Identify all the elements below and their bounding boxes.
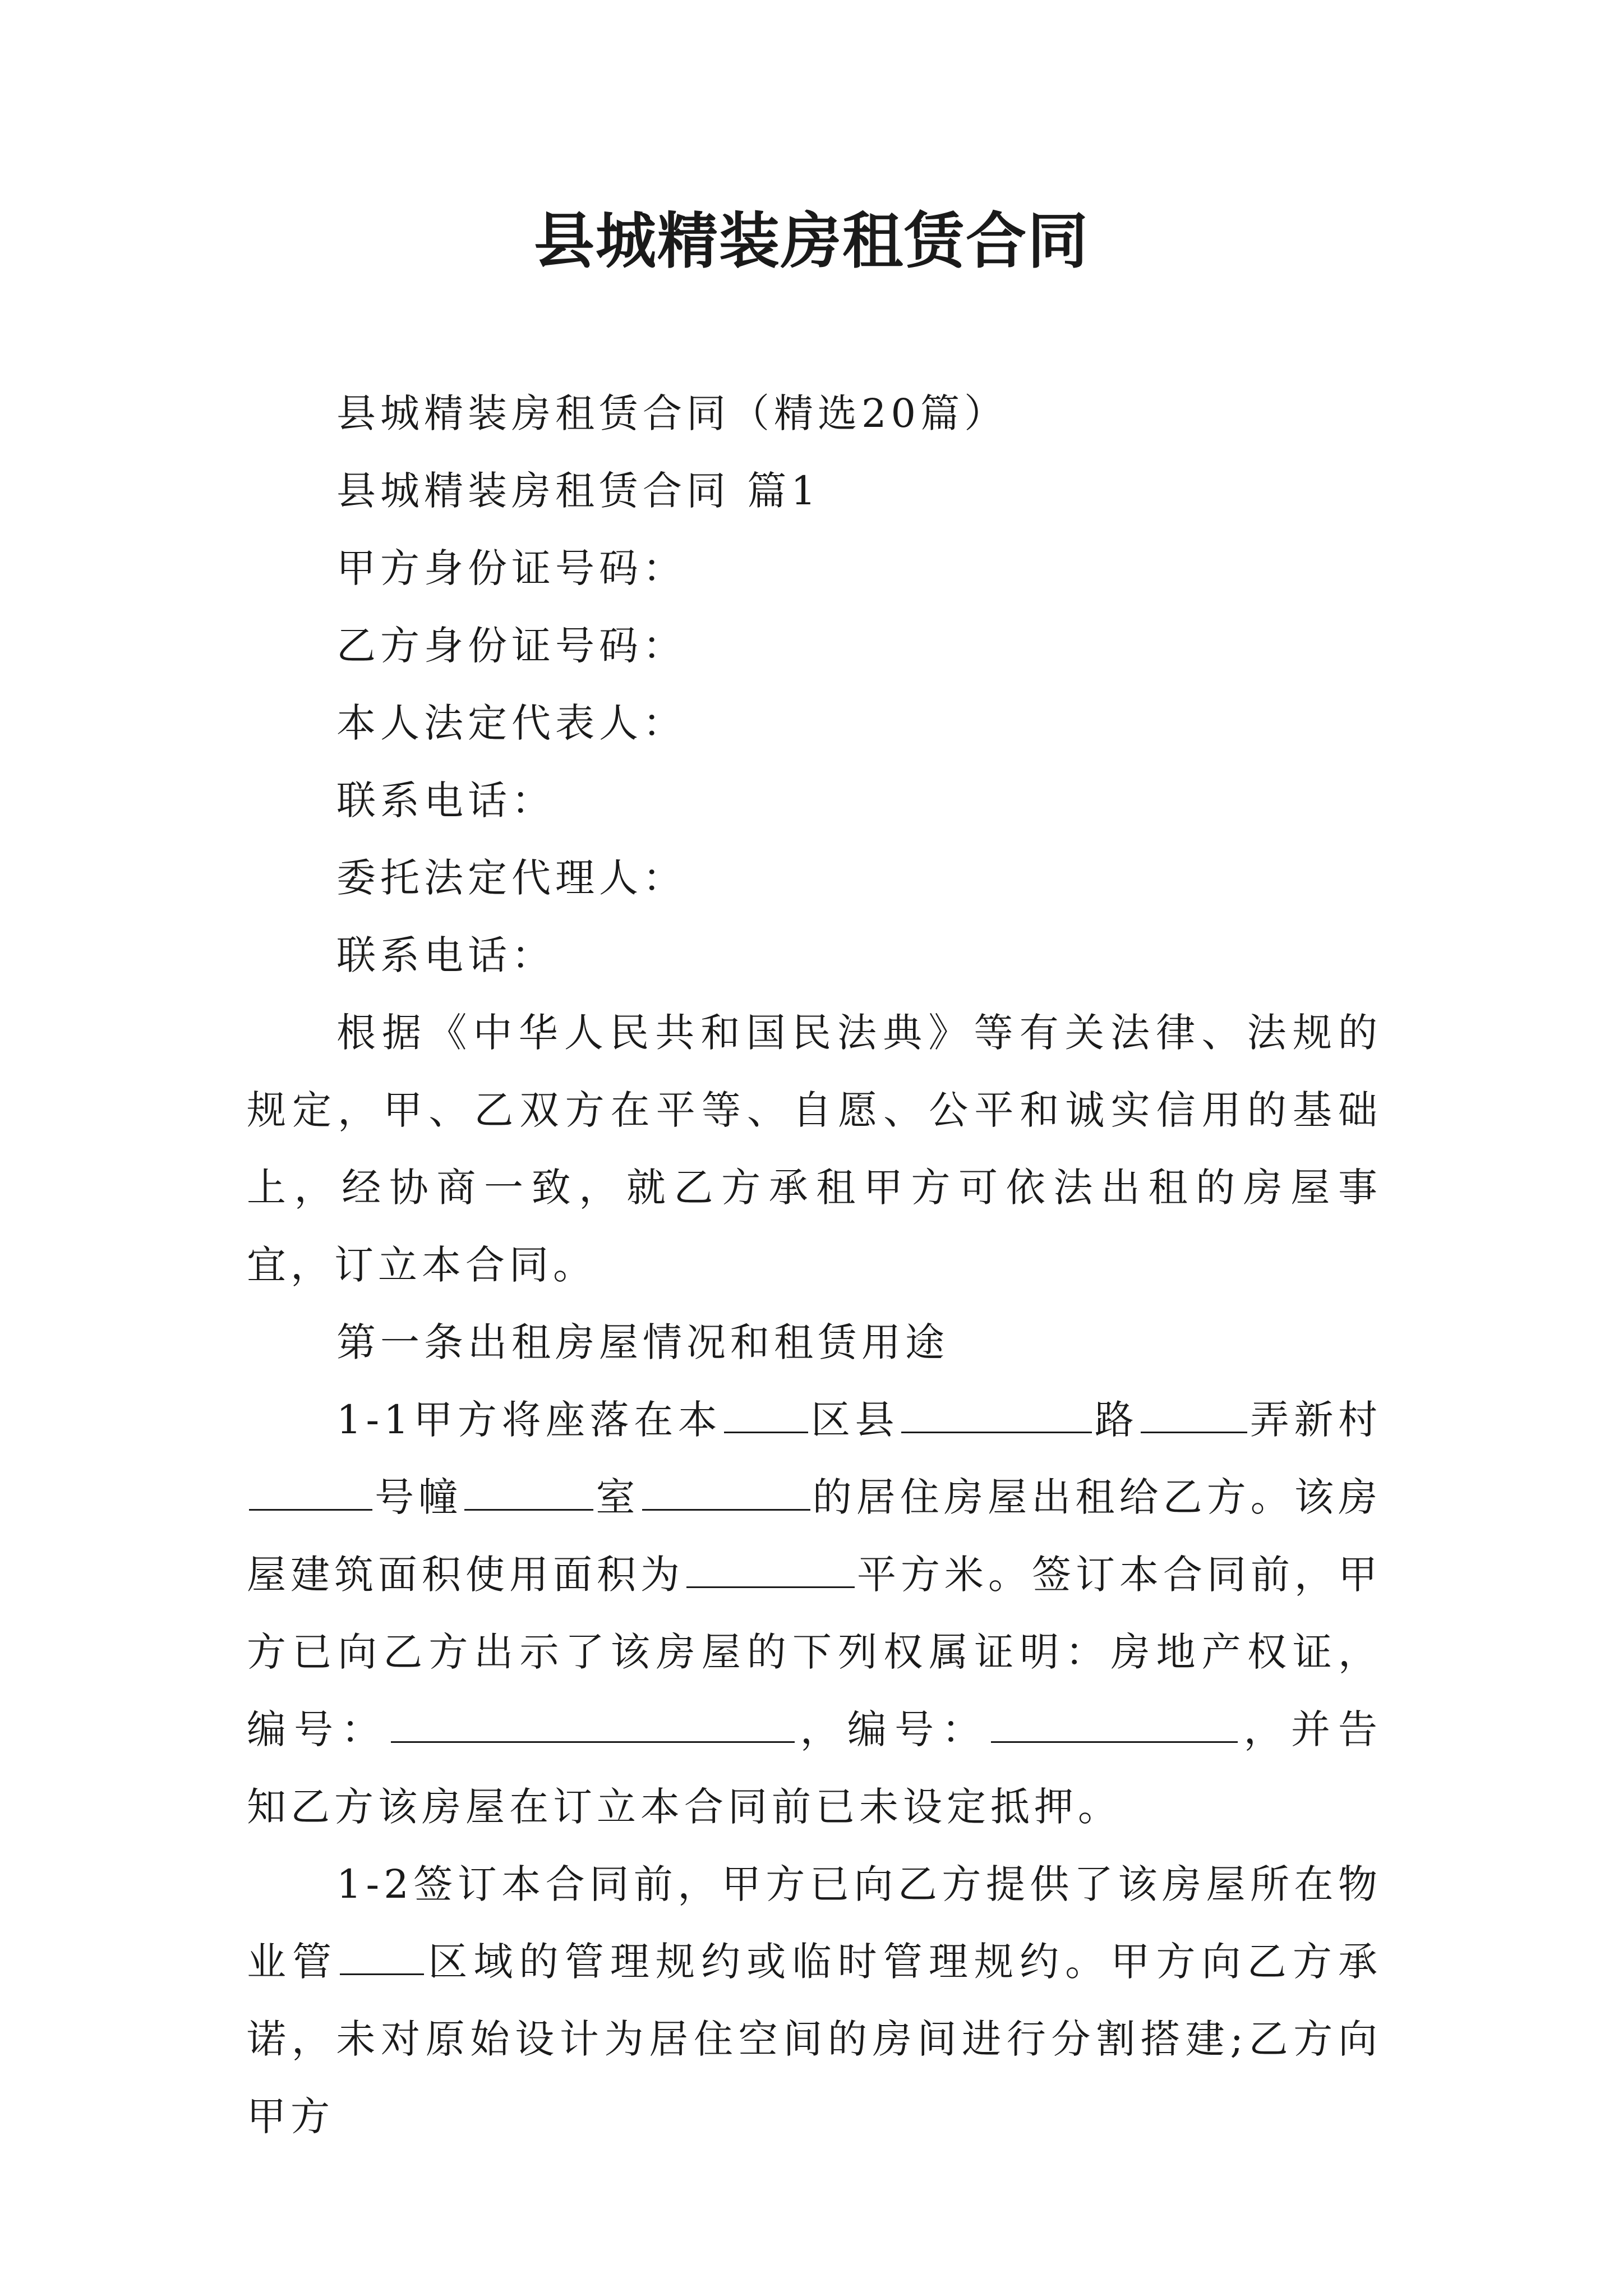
clause-text: 1-2签订本合同前，甲方已向乙方提供了该房屋所在物业管	[247, 1861, 1382, 1985]
clause-text: 区域的管理规约或临时管理规约。甲方向乙方承诺，未对原始设计为居住空间的房间进行分割搭建;乙方向甲方	[247, 1939, 1382, 2139]
clause-text: ，并告知乙方该房屋在订立本合同前已未设定抵押。	[247, 1706, 1382, 1830]
blank-line	[249, 1472, 372, 1511]
clause-text: 室	[596, 1474, 640, 1520]
blank-line	[1141, 1395, 1247, 1433]
field-party-b-id: 乙方身份证号码：	[336, 623, 686, 669]
blank-line	[991, 1704, 1238, 1743]
clause-text: 路	[1094, 1397, 1139, 1443]
section-heading: 县城精装房租赁合同 篇1	[336, 468, 820, 514]
field-phone: 联系电话：	[336, 777, 555, 823]
clause-text: 区县	[810, 1397, 900, 1443]
clause-text: 弄新村	[1249, 1397, 1382, 1443]
field-party-a-id: 甲方身份证号码：	[336, 545, 686, 591]
blank-line	[340, 1936, 424, 1975]
intro-paragraph: 根据《中华人民共和国民法典》等有关法律、法规的规定，甲、乙双方在平等、自愿、公平和诚实信用的基础上，经协商一致，就乙方承租甲方可依法出租的房屋事宜，订立本合同。	[247, 1010, 1382, 1288]
blank-line	[724, 1395, 808, 1433]
clause-text: 的居住房屋出租给乙方。该房屋建筑面积使用面积为	[247, 1474, 1382, 1598]
clause-text: 号幢	[375, 1474, 463, 1520]
field-legal-representative: 本人法定代表人：	[336, 700, 686, 746]
blank-line	[391, 1704, 795, 1743]
clause-text: 平方米。签订本合同前，甲方已向乙方出示了该房屋的下列权属证明：房地产权证，编号：	[247, 1552, 1382, 1752]
blank-line	[901, 1395, 1092, 1433]
document-subtitle: 县城精装房租赁合同（精选20篇）	[336, 390, 1008, 436]
field-phone-agent: 联系电话：	[336, 932, 555, 978]
blank-line	[686, 1549, 855, 1588]
clause-text: 1-1甲方将座落在本	[336, 1397, 722, 1443]
document-title: 县城精装房租赁合同	[533, 206, 1089, 277]
field-authorized-agent: 委托法定代理人：	[336, 855, 686, 901]
blank-line	[464, 1472, 593, 1511]
article-1-heading: 第一条出租房屋情况和租赁用途	[336, 1319, 949, 1365]
clause-1-2	[247, 1846, 1382, 2155]
document-body	[247, 375, 1382, 2155]
blank-line	[642, 1472, 810, 1511]
clause-text: ，编号：	[796, 1706, 989, 1752]
clause-1-1	[247, 1381, 1382, 1846]
